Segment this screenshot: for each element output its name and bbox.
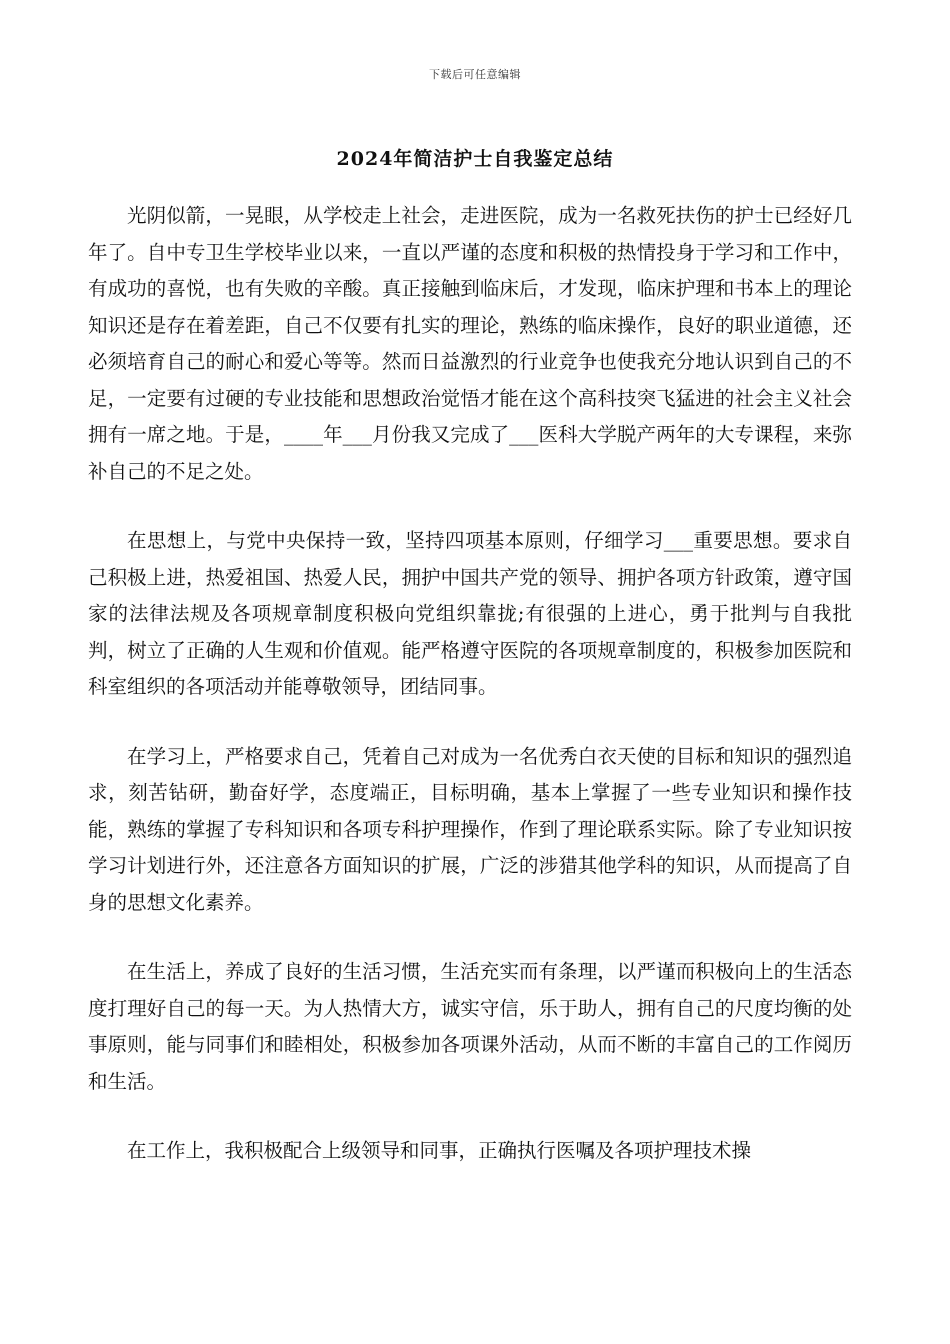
- paragraph-ideology: 在思想上，与党中央保持一致，坚持四项基本原则，仔细学习___重要思想。要求自己积极上进，热爱祖国、热爱人民，拥护中国共产党的领导、拥护各项方针政策，遵守国家的法律法规及各项规章制度积极向党组织靠拢;有很强的上进心，勇于批判与自我批判，树立了正确的人生观和价值观。能严格遵守医院的各项规章制度的，积极参加医院和科室组织的各项活动并能尊敬领导，团结同事。: [88, 529, 852, 698]
- paragraph-life: 在生活上，养成了良好的生活习惯，生活充实而有条理，以严谨而积极向上的生活态度打理好自己的每一天。为人热情大方，诚实守信，乐于助人，拥有自己的尺度均衡的处事原则，能与同事们和睦相处，积极参加各项课外活动，从而不断的丰富自己的工作阅历和生活。: [88, 960, 852, 1093]
- header-note: 下载后可任意编辑: [429, 68, 521, 81]
- document-body: [88, 198, 852, 1203]
- paragraph-study: 在学习上，严格要求自己，凭着自己对成为一名优秀白衣天使的目标和知识的强烈追求，刻苦钻研，勤奋好学，态度端正，目标明确，基本上掌握了一些专业知识和操作技能，熟练的掌握了专科知识和各项专科护理操作，作到了理论联系实际。除了专业知识按学习计划进行外，还注意各方面知识的扩展，广泛的涉猎其他学科的知识，从而提高了自身的思想文化素养。: [88, 744, 852, 914]
- paragraph-work: 在工作上，我积极配合上级领导和同事，正确执行医嘱及各项护理技术操: [127, 1139, 752, 1162]
- document-title: 2024年简洁护士自我鉴定总结: [336, 148, 614, 170]
- paragraph-intro: 光阴似箭，一晃眼，从学校走上社会，走进医院，成为一名救死扶伤的护士已经好几年了。自中专卫生学校毕业以来，一直以严谨的态度和积极的热情投身于学习和工作中，有成功的喜悦，也有失败的辛酸。真正接触到临床后，才发现，临床护理和书本上的理论知识还是存在着差距，自己不仅要有扎实的理论，熟练的临床操作，良好的职业道德，还必须培育自己的耐心和爱心等等。然而日益激烈的行业竞争也使我充分地认识到自己的不足，一定要有过硬的专业技能和思想政治觉悟才能在这个高科技突飞猛进的社会主义社会拥有一席之地。于是，____年___月份我又完成了___医科大学脱产两年的大专课程，来弥补自己的不足之处。: [88, 204, 852, 483]
